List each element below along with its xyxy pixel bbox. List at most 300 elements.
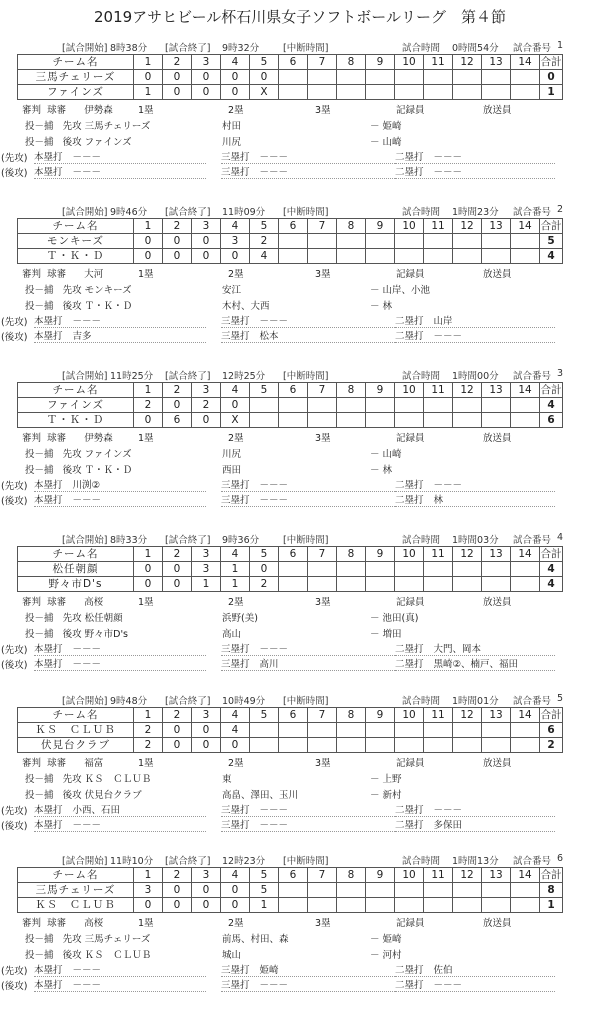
inning-header: 14 bbox=[511, 868, 540, 883]
inning-score: 0 bbox=[192, 413, 221, 428]
battery-bottom-catcher-name: 林 bbox=[382, 465, 393, 476]
first-base-umpire-label: 1塁 bbox=[138, 597, 154, 608]
battery-bottom-row bbox=[25, 462, 132, 476]
inning-score: 1 bbox=[221, 577, 250, 592]
game-block bbox=[0, 368, 600, 528]
recorder-label: 記録員 bbox=[396, 758, 425, 769]
bottom-label: 後攻 bbox=[62, 301, 82, 312]
inning-header: 10 bbox=[395, 219, 424, 234]
umpire-row bbox=[22, 102, 113, 116]
top-side-label: (先攻) bbox=[1, 153, 28, 164]
inning-header: 4 bbox=[221, 547, 250, 562]
inning-score bbox=[279, 562, 308, 577]
inning-score bbox=[366, 398, 395, 413]
battery-bottom-pitcher: 高畠、澤田、玉川 bbox=[222, 790, 299, 801]
inning-header: 4 bbox=[221, 55, 250, 70]
top-hr-value: 川渕② bbox=[72, 480, 101, 491]
inning-header: 1 bbox=[134, 55, 163, 70]
break-label: [中断時間] bbox=[283, 43, 329, 54]
duration-value: 0時間54分 bbox=[452, 43, 499, 54]
bottom-triples bbox=[221, 164, 411, 179]
triple-label: 三塁打 bbox=[221, 495, 250, 506]
inning-score bbox=[482, 883, 511, 898]
top-label: 先攻 bbox=[62, 449, 82, 460]
inning-score bbox=[424, 738, 453, 753]
inning-score bbox=[395, 723, 424, 738]
bottom-double-value: 黒崎②、楠戸、福田 bbox=[433, 659, 519, 670]
page-title: 2019アサヒビール杯石川県女子ソフトボールリーグ 第４節 bbox=[94, 8, 506, 26]
inning-score bbox=[482, 249, 511, 264]
battery-label: 投－捕 bbox=[25, 137, 54, 148]
game-block bbox=[0, 204, 600, 364]
start-label: [試合開始] bbox=[62, 856, 108, 867]
inning-score bbox=[250, 413, 279, 428]
inning-header: 1 bbox=[134, 383, 163, 398]
third-base-umpire-label: 3塁 bbox=[315, 269, 331, 280]
scoreboard-row-bottom bbox=[18, 413, 563, 428]
team-name: 野々市D's bbox=[18, 577, 134, 592]
inning-score: 0 bbox=[163, 723, 192, 738]
inning-score: 0 bbox=[192, 738, 221, 753]
battery-top-team: 三馬チェリーズ bbox=[84, 121, 151, 132]
inning-header: 1 bbox=[134, 547, 163, 562]
top-triple-value: 姫崎 bbox=[259, 965, 279, 976]
inning-header: 9 bbox=[366, 383, 395, 398]
duration-label: 試合時間 bbox=[402, 207, 441, 218]
team-name: 三馬チェリーズ bbox=[18, 70, 134, 85]
team-name: ＫＳ ＣＬＵＢ bbox=[18, 723, 134, 738]
bottom-doubles bbox=[395, 492, 555, 507]
duration-label: 試合時間 bbox=[402, 696, 441, 707]
dash: － bbox=[370, 629, 380, 640]
game-number-label: 試合番号 bbox=[513, 535, 552, 546]
end-time: 12時23分 bbox=[222, 856, 266, 867]
end-label: [試合終了] bbox=[165, 43, 211, 54]
inning-score bbox=[337, 234, 366, 249]
second-base-umpire-label: 2塁 bbox=[228, 758, 244, 769]
inning-score bbox=[453, 898, 482, 913]
scoreboard-row-top bbox=[18, 883, 563, 898]
inning-score: 0 bbox=[221, 898, 250, 913]
battery-top-team: ファインズ bbox=[84, 449, 132, 460]
inning-score: 1 bbox=[134, 85, 163, 100]
inning-score bbox=[482, 70, 511, 85]
triple-label: 三塁打 bbox=[221, 480, 250, 491]
inning-header: 4 bbox=[221, 219, 250, 234]
end-time: 9時36分 bbox=[222, 535, 260, 546]
bottom-triples bbox=[221, 656, 411, 671]
game-meta bbox=[0, 693, 600, 707]
third-base-umpire-label: 3塁 bbox=[315, 918, 331, 929]
inning-header: 6 bbox=[279, 708, 308, 723]
bottom-home-runs bbox=[34, 977, 206, 992]
bottom-hr-value: －－－ bbox=[72, 980, 102, 991]
battery-top-pitcher: 東 bbox=[222, 774, 232, 785]
inning-header: 7 bbox=[308, 55, 337, 70]
battery-bottom-row bbox=[25, 626, 128, 640]
inning-score bbox=[337, 413, 366, 428]
first-base-umpire-label: 1塁 bbox=[138, 105, 154, 116]
inning-header: 12 bbox=[453, 383, 482, 398]
inning-header: 7 bbox=[308, 708, 337, 723]
inning-score bbox=[424, 577, 453, 592]
battery-label: 投－捕 bbox=[25, 950, 54, 961]
inning-header: 5 bbox=[250, 55, 279, 70]
inning-header: 6 bbox=[279, 547, 308, 562]
plate-umpire-label: 球審 bbox=[47, 105, 67, 116]
inning-score bbox=[395, 883, 424, 898]
bottom-side-label: (後攻) bbox=[1, 821, 28, 832]
top-label: 先攻 bbox=[62, 613, 82, 624]
inning-score bbox=[395, 738, 424, 753]
inning-header: 1 bbox=[134, 708, 163, 723]
top-side-label: (先攻) bbox=[1, 966, 28, 977]
end-time: 9時32分 bbox=[222, 43, 260, 54]
umpire-label: 審判 bbox=[22, 597, 42, 608]
team-name: 松任朝顔 bbox=[18, 562, 134, 577]
bottom-side-label: (後攻) bbox=[1, 332, 28, 343]
game-meta bbox=[0, 532, 600, 546]
battery-top-catcher bbox=[370, 931, 402, 945]
game-number: 6 bbox=[557, 853, 564, 864]
inning-score bbox=[511, 413, 540, 428]
inning-score: 0 bbox=[192, 85, 221, 100]
inning-score bbox=[511, 898, 540, 913]
hr-label: 本塁打 bbox=[34, 659, 63, 670]
battery-top-catcher-name: 池田(真) bbox=[382, 613, 419, 624]
inning-score bbox=[279, 249, 308, 264]
double-label: 二塁打 bbox=[395, 152, 424, 163]
scoreboard-row-bottom bbox=[18, 249, 563, 264]
inning-header: 4 bbox=[221, 708, 250, 723]
battery-top-catcher bbox=[370, 282, 430, 296]
inning-header: 3 bbox=[192, 868, 221, 883]
inning-header: 12 bbox=[453, 547, 482, 562]
top-triples bbox=[221, 313, 411, 328]
start-time: 11時25分 bbox=[110, 371, 154, 382]
double-label: 二塁打 bbox=[395, 659, 424, 670]
battery-top-pitcher: 浜野(美) bbox=[222, 613, 258, 624]
umpire-row bbox=[22, 266, 103, 280]
battery-bottom-pitcher: 木村、大西 bbox=[222, 301, 270, 312]
inning-score bbox=[337, 398, 366, 413]
inning-score: 0 bbox=[221, 85, 250, 100]
first-base-umpire-label: 1塁 bbox=[138, 433, 154, 444]
plate-umpire-name: 伊勢森 bbox=[84, 433, 113, 444]
triple-label: 三塁打 bbox=[221, 659, 250, 670]
inning-score bbox=[337, 70, 366, 85]
inning-score: 0 bbox=[192, 249, 221, 264]
bottom-triples bbox=[221, 977, 411, 992]
team-name-header: チーム名 bbox=[18, 55, 134, 70]
inning-score: 1 bbox=[250, 898, 279, 913]
inning-score bbox=[337, 898, 366, 913]
inning-score bbox=[308, 562, 337, 577]
inning-header: 14 bbox=[511, 547, 540, 562]
inning-score bbox=[395, 249, 424, 264]
total-header: 合計 bbox=[540, 709, 562, 721]
inning-score bbox=[395, 70, 424, 85]
inning-score: 0 bbox=[134, 249, 163, 264]
inning-score bbox=[279, 723, 308, 738]
second-base-umpire-label: 2塁 bbox=[228, 918, 244, 929]
triple-label: 三塁打 bbox=[221, 316, 250, 327]
inning-score: 2 bbox=[250, 577, 279, 592]
break-label: [中断時間] bbox=[283, 535, 329, 546]
bottom-hr-value: －－－ bbox=[72, 659, 102, 670]
hr-label: 本塁打 bbox=[34, 965, 63, 976]
inning-header: 10 bbox=[395, 708, 424, 723]
inning-score: 4 bbox=[221, 723, 250, 738]
inning-score bbox=[308, 398, 337, 413]
scoreboard-table bbox=[17, 382, 563, 428]
inning-score bbox=[424, 70, 453, 85]
inning-header: 8 bbox=[337, 708, 366, 723]
inning-header: 14 bbox=[511, 219, 540, 234]
plate-umpire-name: 高桜 bbox=[84, 918, 104, 929]
inning-score bbox=[337, 249, 366, 264]
total-score: 6 bbox=[540, 413, 563, 428]
battery-bottom-team: ＫＳ ＣＬＵＢ bbox=[84, 950, 152, 961]
dash: － bbox=[370, 774, 380, 785]
battery-top-team: 三馬チェリーズ bbox=[84, 934, 151, 945]
battery-top-catcher-name: 姫崎 bbox=[382, 121, 402, 132]
inning-score bbox=[453, 577, 482, 592]
inning-header: 9 bbox=[366, 868, 395, 883]
inning-score: 0 bbox=[163, 738, 192, 753]
inning-score bbox=[482, 234, 511, 249]
team-name-header: チーム名 bbox=[18, 708, 134, 723]
game-number-label: 試合番号 bbox=[513, 371, 552, 382]
inning-score bbox=[453, 249, 482, 264]
scoreboard-row-top bbox=[18, 234, 563, 249]
scoreboard-row-top bbox=[18, 398, 563, 413]
inning-score: 0 bbox=[134, 562, 163, 577]
battery-bottom-pitcher: 城山 bbox=[222, 950, 242, 961]
inning-header: 7 bbox=[308, 219, 337, 234]
inning-score: 0 bbox=[134, 234, 163, 249]
bottom-double-value: －－－ bbox=[433, 331, 463, 342]
top-double-value: －－－ bbox=[433, 152, 463, 163]
inning-header: 4 bbox=[221, 868, 250, 883]
inning-score: 3 bbox=[134, 883, 163, 898]
inning-score: 0 bbox=[163, 85, 192, 100]
battery-top-row bbox=[25, 931, 150, 945]
scoreboard-row-top bbox=[18, 562, 563, 577]
inning-score bbox=[366, 85, 395, 100]
inning-header: 4 bbox=[221, 383, 250, 398]
bottom-hr-value: －－－ bbox=[72, 167, 102, 178]
inning-score bbox=[395, 398, 424, 413]
inning-score bbox=[250, 398, 279, 413]
bottom-double-value: 林 bbox=[433, 495, 444, 506]
battery-bottom-team: 伏見台クラブ bbox=[84, 790, 142, 801]
bottom-triples bbox=[221, 328, 411, 343]
bottom-label: 後攻 bbox=[62, 950, 82, 961]
inning-score bbox=[366, 562, 395, 577]
inning-score bbox=[511, 70, 540, 85]
inning-score bbox=[453, 398, 482, 413]
team-name-header: チーム名 bbox=[18, 547, 134, 562]
inning-score bbox=[366, 577, 395, 592]
battery-label: 投－捕 bbox=[25, 790, 54, 801]
inning-score: X bbox=[250, 85, 279, 100]
inning-score: 2 bbox=[134, 723, 163, 738]
hr-label: 本塁打 bbox=[34, 980, 63, 991]
bottom-double-value: 多保田 bbox=[433, 820, 463, 831]
game-meta bbox=[0, 204, 600, 218]
end-label: [試合終了] bbox=[165, 856, 211, 867]
inning-header: 7 bbox=[308, 547, 337, 562]
game-number-label: 試合番号 bbox=[513, 696, 552, 707]
inning-header: 14 bbox=[511, 708, 540, 723]
battery-top-pitcher: 安江 bbox=[222, 285, 242, 296]
bottom-home-runs bbox=[34, 817, 206, 832]
inning-score bbox=[366, 249, 395, 264]
top-home-runs bbox=[34, 477, 206, 492]
start-time: 8時38分 bbox=[110, 43, 148, 54]
second-base-umpire-label: 2塁 bbox=[228, 269, 244, 280]
third-base-umpire-label: 3塁 bbox=[315, 597, 331, 608]
umpire-label: 審判 bbox=[22, 433, 42, 444]
team-name: 三馬チェリーズ bbox=[18, 883, 134, 898]
team-name: ＫＳ ＣＬＵＢ bbox=[18, 898, 134, 913]
inning-score: 0 bbox=[221, 249, 250, 264]
inning-score bbox=[308, 249, 337, 264]
inning-score bbox=[453, 413, 482, 428]
announcer-label: 放送員 bbox=[483, 433, 512, 444]
battery-top-catcher bbox=[370, 446, 402, 460]
scoreboard-table bbox=[17, 707, 563, 753]
inning-score: 2 bbox=[250, 234, 279, 249]
top-doubles bbox=[395, 962, 555, 977]
inning-score bbox=[511, 85, 540, 100]
battery-bottom-catcher bbox=[370, 462, 392, 476]
double-label: 二塁打 bbox=[395, 820, 424, 831]
battery-bottom-pitcher: 西田 bbox=[222, 465, 242, 476]
bottom-triples bbox=[221, 492, 411, 507]
inning-header: 3 bbox=[192, 383, 221, 398]
team-name: モンキーズ bbox=[18, 234, 134, 249]
inning-score bbox=[453, 738, 482, 753]
plate-umpire-name: 大河 bbox=[84, 269, 104, 280]
start-label: [試合開始] bbox=[62, 371, 108, 382]
umpire-label: 審判 bbox=[22, 918, 42, 929]
game-number: 3 bbox=[557, 368, 564, 379]
total-header: 合計 bbox=[540, 220, 562, 232]
battery-bottom-catcher-name: 山崎 bbox=[382, 137, 402, 148]
scoreboard-header-row bbox=[18, 547, 563, 562]
inning-header: 12 bbox=[453, 219, 482, 234]
triple-label: 三塁打 bbox=[221, 965, 250, 976]
bottom-double-value: －－－ bbox=[433, 167, 463, 178]
battery-top-team: 松任朝顔 bbox=[84, 613, 123, 624]
triple-label: 三塁打 bbox=[221, 331, 250, 342]
start-label: [試合開始] bbox=[62, 43, 108, 54]
battery-bottom-row bbox=[25, 298, 132, 312]
second-base-umpire-label: 2塁 bbox=[228, 105, 244, 116]
top-double-value: 大門、岡本 bbox=[433, 644, 482, 655]
double-label: 二塁打 bbox=[395, 805, 424, 816]
duration-label: 試合時間 bbox=[402, 535, 441, 546]
inning-header: 2 bbox=[163, 219, 192, 234]
inning-score: 0 bbox=[221, 738, 250, 753]
inning-header: 8 bbox=[337, 383, 366, 398]
top-side-label: (先攻) bbox=[1, 481, 28, 492]
battery-label: 投－捕 bbox=[25, 934, 54, 945]
inning-score bbox=[424, 898, 453, 913]
team-name: 伏見台クラブ bbox=[18, 738, 134, 753]
inning-score: 0 bbox=[163, 577, 192, 592]
scoreboard-table bbox=[17, 546, 563, 592]
inning-header: 9 bbox=[366, 55, 395, 70]
total-score: 1 bbox=[540, 85, 563, 100]
inning-score bbox=[337, 883, 366, 898]
first-base-umpire-label: 1塁 bbox=[138, 269, 154, 280]
inning-score bbox=[395, 234, 424, 249]
top-triple-value: －－－ bbox=[259, 480, 289, 491]
bottom-home-runs bbox=[34, 492, 206, 507]
inning-score: 0 bbox=[134, 898, 163, 913]
inning-score bbox=[453, 85, 482, 100]
inning-header: 13 bbox=[482, 219, 511, 234]
top-side-label: (先攻) bbox=[1, 317, 28, 328]
duration-value: 1時間13分 bbox=[452, 856, 499, 867]
break-label: [中断時間] bbox=[283, 207, 329, 218]
game-number: 4 bbox=[557, 532, 564, 543]
total-score: 4 bbox=[540, 249, 563, 264]
bottom-side-label: (後攻) bbox=[1, 496, 28, 507]
bottom-home-runs bbox=[34, 328, 206, 343]
battery-bottom-pitcher: 川尻 bbox=[222, 137, 242, 148]
inning-score: 5 bbox=[250, 883, 279, 898]
top-hr-value: －－－ bbox=[72, 965, 102, 976]
inning-header: 6 bbox=[279, 383, 308, 398]
battery-top-row bbox=[25, 610, 123, 624]
battery-top-catcher bbox=[370, 118, 402, 132]
double-label: 二塁打 bbox=[395, 480, 424, 491]
top-label: 先攻 bbox=[62, 934, 82, 945]
total-score: 6 bbox=[540, 723, 563, 738]
team-name: ファインズ bbox=[18, 85, 134, 100]
dash: － bbox=[370, 285, 380, 296]
battery-top-catcher-name: 姫崎 bbox=[382, 934, 402, 945]
battery-label: 投－捕 bbox=[25, 629, 54, 640]
inning-score: X bbox=[221, 413, 250, 428]
total-score: 4 bbox=[540, 398, 563, 413]
top-triples bbox=[221, 149, 411, 164]
inning-score bbox=[366, 234, 395, 249]
inning-header: 11 bbox=[424, 55, 453, 70]
inning-score bbox=[279, 577, 308, 592]
top-home-runs bbox=[34, 962, 206, 977]
total-header: 合計 bbox=[540, 384, 562, 396]
battery-top-team: モンキーズ bbox=[84, 285, 132, 296]
third-base-umpire-label: 3塁 bbox=[315, 433, 331, 444]
inning-score bbox=[424, 883, 453, 898]
inning-score: 0 bbox=[192, 883, 221, 898]
inning-score bbox=[511, 738, 540, 753]
inning-score bbox=[366, 723, 395, 738]
end-label: [試合終了] bbox=[165, 207, 211, 218]
inning-score: 0 bbox=[192, 723, 221, 738]
inning-score bbox=[511, 883, 540, 898]
battery-top-pitcher: 村田 bbox=[222, 121, 242, 132]
inning-score bbox=[395, 898, 424, 913]
bottom-home-runs bbox=[34, 164, 206, 179]
bottom-home-runs bbox=[34, 656, 206, 671]
top-doubles bbox=[395, 802, 555, 817]
